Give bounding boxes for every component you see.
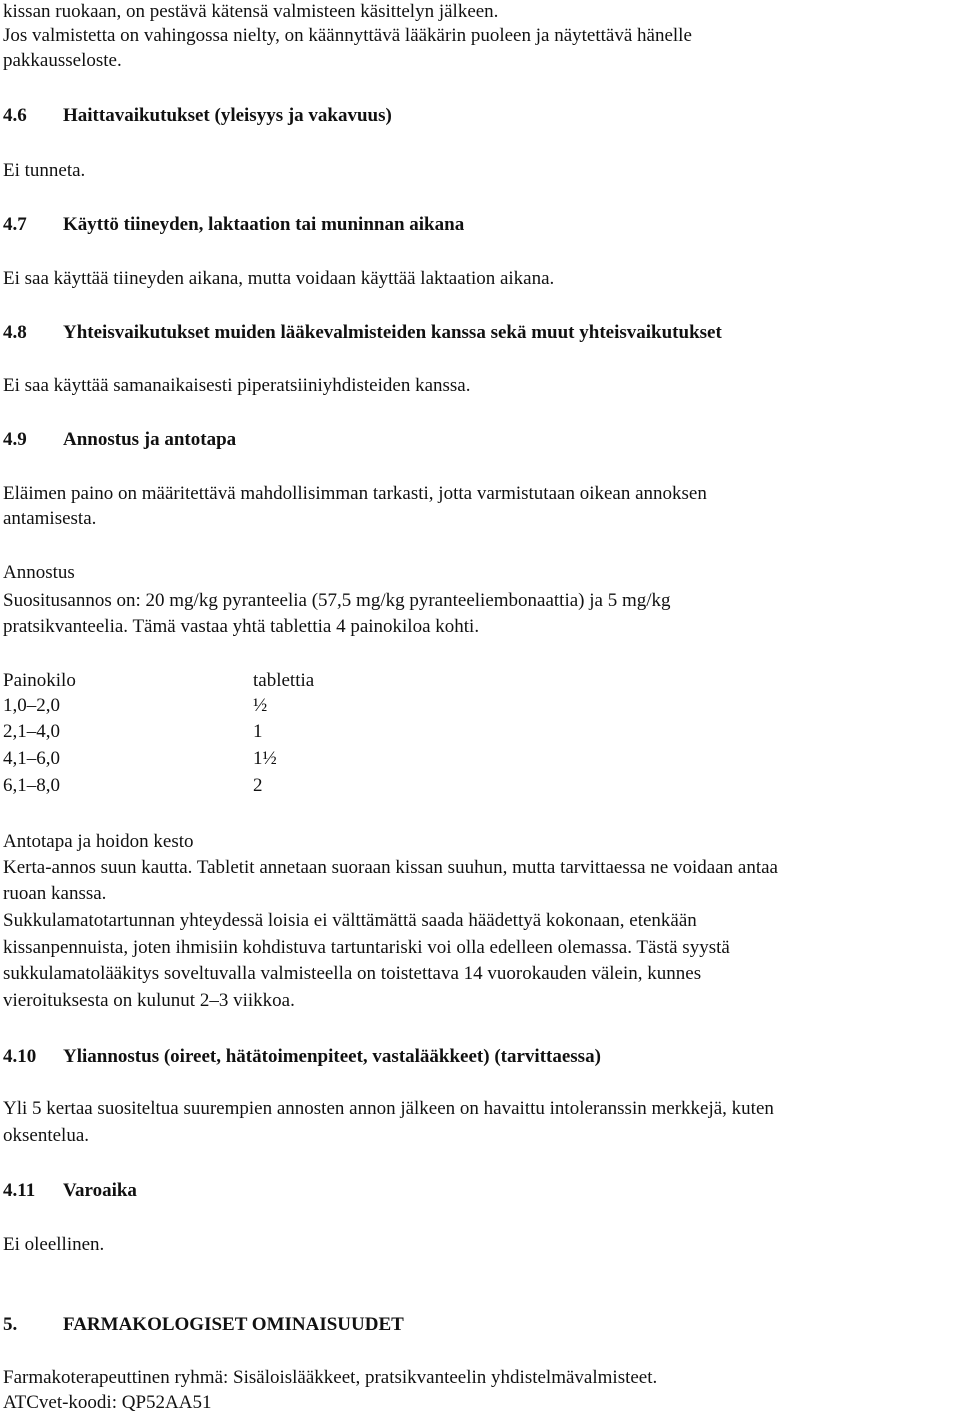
administration-line-5: sukkulamatolääkitys soveltuvalla valmisteella on toistettava 14 vuorokauden välein, kunnes — [3, 963, 702, 984]
table-cell-tablets: 1½ — [253, 748, 277, 769]
section-4-9-p1-line-2: antamisesta. — [3, 508, 97, 529]
section-title: Varoaika — [63, 1180, 137, 1201]
section-4-7-text: Ei saa käyttää tiineyden aikana, mutta voidaan käyttää laktaation aikana. — [3, 268, 555, 289]
section-5-line-2: ATCvet-koodi: QP52AA51 — [3, 1392, 212, 1413]
section-title: Yliannostus (oireet, hätätoimenpiteet, vastalääkkeet) (tarvittaessa) — [63, 1046, 601, 1067]
section-title: Käyttö tiineyden, laktaation tai muninnan aikana — [63, 214, 465, 235]
table-header-weight: Painokilo — [3, 670, 76, 691]
section-5-heading — [3, 1313, 404, 1337]
section-number: 4.10 — [3, 1046, 37, 1067]
dosage-heading: Annostus — [3, 562, 75, 583]
section-4-7-heading — [3, 213, 464, 237]
section-number: 4.6 — [3, 105, 27, 126]
table-header-tablets: tablettia — [253, 670, 315, 691]
dosage-line-2: pratsikvanteelia. Tämä vastaa yhtä tablettia 4 painokiloa kohti. — [3, 616, 480, 637]
intro-line-3: pakkausseloste. — [3, 50, 122, 71]
administration-heading: Antotapa ja hoidon kesto — [3, 831, 194, 852]
table-cell-tablets: 2 — [253, 775, 263, 796]
administration-line-6: vieroituksesta on kulunut 2–3 viikkoa. — [3, 990, 295, 1011]
section-4-8-text: Ei saa käyttää samanaikaisesti piperatsiiniyhdisteiden kanssa. — [3, 375, 471, 396]
section-title: FARMAKOLOGISET OMINAISUUDET — [63, 1314, 404, 1335]
section-4-10-line-1: Yli 5 kertaa suositeltua suurempien annosten annon jälkeen on havaittu intoleranssin merkkejä, kuten — [3, 1098, 774, 1119]
table-cell-tablets: 1 — [253, 721, 263, 742]
table-cell-weight: 6,1–8,0 — [3, 775, 60, 796]
section-4-6-heading — [3, 104, 392, 128]
table-cell-weight: 2,1–4,0 — [3, 721, 60, 742]
section-number: 5. — [3, 1314, 18, 1335]
administration-line-4: kissanpennuista, joten ihmisiin kohdistuva tartuntariski voi olla edelleen olemassa. Tästä syystä — [3, 937, 730, 958]
section-number: 4.7 — [3, 214, 27, 235]
dosage-line-1: Suositusannos on: 20 mg/kg pyranteelia (57,5 mg/kg pyranteeliembonaattia) ja 5 mg/kg — [3, 590, 671, 611]
section-4-11-heading — [3, 1179, 137, 1203]
section-4-8-heading — [3, 321, 722, 345]
intro-line-2: Jos valmistetta on vahingossa nielty, on käännyttävä lääkärin puoleen ja näytettävä hänelle — [3, 25, 692, 46]
section-number: 4.9 — [3, 429, 27, 450]
section-4-10-heading — [3, 1045, 601, 1069]
administration-line-3: Sukkulamatotartunnan yhteydessä loisia ei välttämättä saada häädettyä kokonaan, etenkään — [3, 910, 697, 931]
section-4-9-p1-line-1: Eläimen paino on määritettävä mahdollisimman tarkasti, jotta varmistutaan oikean annoksen — [3, 483, 707, 504]
section-5-line-1: Farmakoterapeuttinen ryhmä: Sisäloislääkkeet, pratsikvanteelin yhdistelmävalmisteet. — [3, 1367, 658, 1388]
section-4-11-text: Ei oleellinen. — [3, 1234, 105, 1255]
table-cell-weight: 4,1–6,0 — [3, 748, 60, 769]
section-4-10-line-2: oksentelua. — [3, 1125, 90, 1146]
administration-line-1: Kerta-annos suun kautta. Tabletit annetaan suoraan kissan suuhun, mutta tarvittaessa ne voidaan antaa — [3, 857, 778, 878]
intro-line-1: kissan ruokaan, on pestävä kätensä valmisteen käsittelyn jälkeen. — [3, 1, 499, 22]
section-number: 4.8 — [3, 322, 27, 343]
table-cell-tablets: ½ — [253, 695, 268, 716]
section-4-9-heading — [3, 428, 236, 452]
section-title: Haittavaikutukset (yleisyys ja vakavuus) — [63, 105, 392, 126]
section-number: 4.11 — [3, 1180, 36, 1201]
section-title: Yhteisvaikutukset muiden lääkevalmisteiden kanssa sekä muut yhteisvaikutukset — [63, 322, 722, 343]
section-title: Annostus ja antotapa — [63, 429, 237, 450]
table-cell-weight: 1,0–2,0 — [3, 695, 60, 716]
administration-line-2: ruoan kanssa. — [3, 883, 107, 904]
section-4-6-text: Ei tunneta. — [3, 160, 86, 181]
